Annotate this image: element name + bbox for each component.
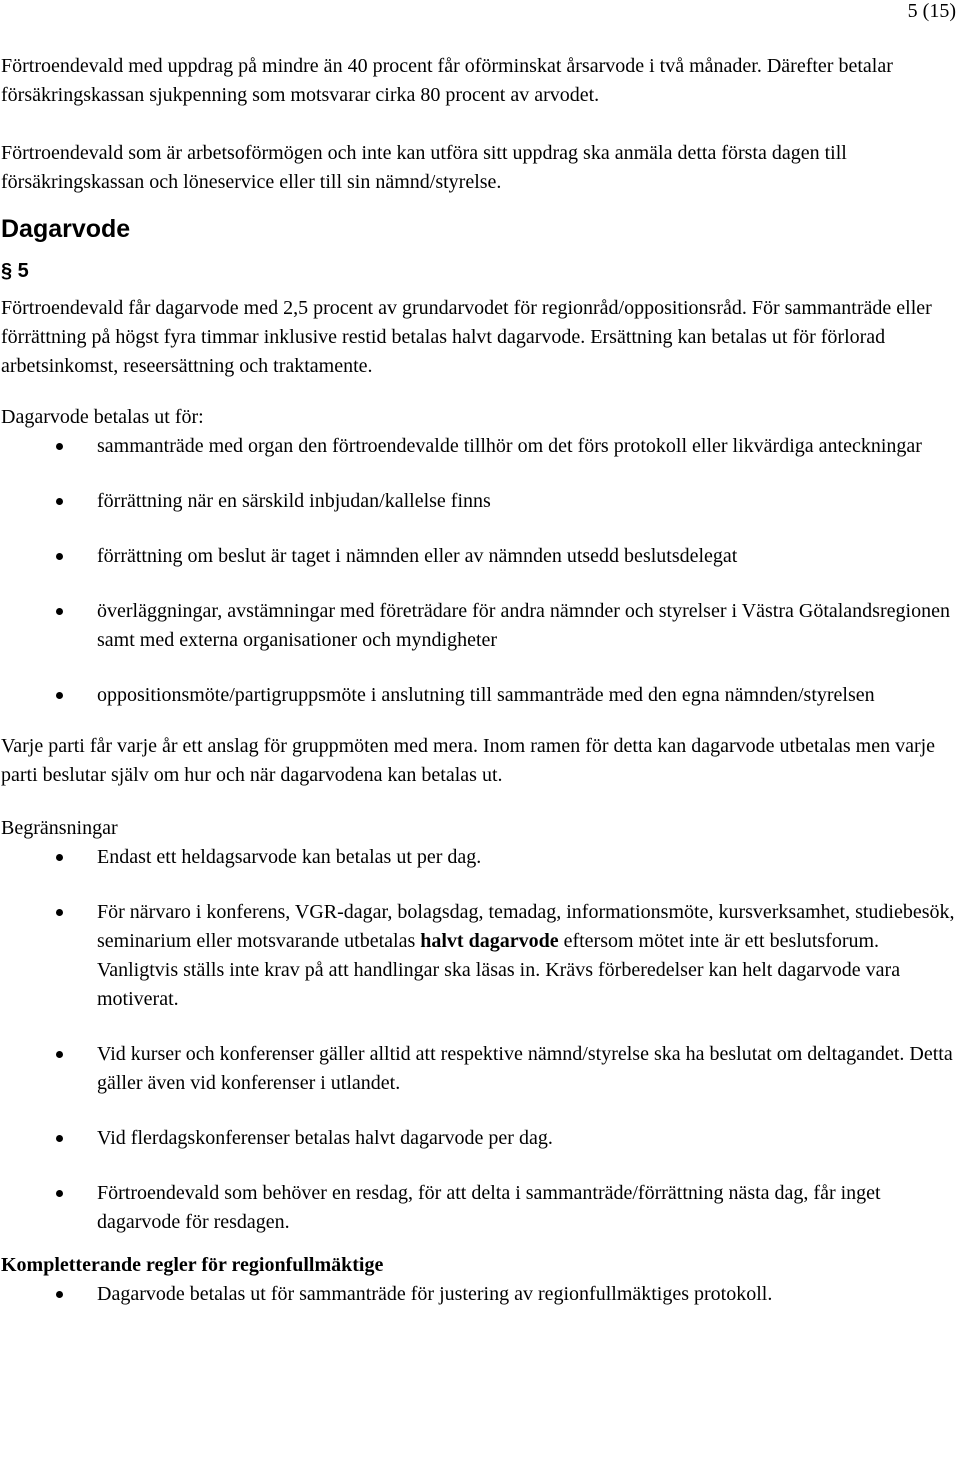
- list-item: oppositionsmöte/partigruppsmöte i anslutning till sammanträde med den egna nämnden/styrelsen: [1, 681, 959, 710]
- intro-paragraph-1: Förtroendevald med uppdrag på mindre än 40 procent får oförminskat årsarvode i två månader. Därefter betalar försäkringskassan sjukpenning som motsvarar cirka 80 procent av arvodet.: [1, 55, 893, 106]
- supplement-list: [1, 1280, 959, 1309]
- paid-for-after: Varje parti får varje år ett anslag för gruppmöten med mera. Inom ramen för detta kan dagarvode utbetalas men varje parti beslutar själv om hur och när dagarvodena kan betalas ut.: [1, 735, 936, 786]
- section-body: Förtroendevald får dagarvode med 2,5 procent av grundarvodet för regionråd/oppositionsråd. För sammanträde eller förrättning på högst fyra timmar inklusive restid betalas halvt dagarvode. Ersättning kan betalas ut för förlorad arbetsinkomst, reseersättning och traktamente.: [1, 297, 932, 377]
- supplement-heading: Kompletterande regler för regionfullmäktige: [1, 1254, 384, 1276]
- intro-paragraph-2: Förtroendevald som är arbetsoförmögen och inte kan utföra sitt uppdrag ska anmäla detta första dagen till försäkringskassan och löneservice eller till sin nämnd/styrelse.: [1, 142, 847, 193]
- limits-list: [1, 843, 959, 1237]
- list-item: Endast ett heldagsarvode kan betalas ut per dag.: [1, 843, 959, 872]
- page-number: 5 (15): [907, 0, 956, 22]
- limits-item-2-bold: halvt dagarvode: [420, 930, 559, 952]
- paid-for-list: [1, 432, 959, 710]
- list-item: Förtroendevald som behöver en resdag, för att delta i sammanträde/förrättning nästa dag, får inget dagarvode för resdagen.: [1, 1179, 959, 1237]
- list-item: överläggningar, avstämningar med företrädare för andra nämnder och styrelser i Västra Götalandsregionen samt med externa organisationer och myndigheter: [1, 597, 959, 655]
- section-number: § 5: [1, 260, 29, 282]
- limits-heading: Begränsningar: [1, 817, 118, 839]
- limits-item-2-pre: För närvaro i konferens, VGR-dagar, bolagsdag, temadag, informationsmöte, kursverksamhet, studiebesök, seminarium eller motsvarande utbetalas: [97, 901, 955, 952]
- section-heading: Dagarvode: [1, 215, 131, 243]
- paid-for-heading: Dagarvode betalas ut för:: [1, 406, 204, 428]
- list-item: sammanträde med organ den förtroendevalde tillhör om det förs protokoll eller likvärdiga anteckningar: [1, 432, 959, 461]
- limits-item-2-post: eftersom mötet inte är ett beslutsforum. Vanligtvis ställs inte krav på att handlingar ska läsas in. Krävs förberedelser kan helt dagarvode vara motiverat.: [97, 930, 901, 1010]
- list-item: Vid kurser och konferenser gäller alltid att respektive nämnd/styrelse ska ha beslutat om deltagandet. Detta gäller även vid konferenser i utlandet.: [1, 1040, 959, 1098]
- list-item: Vid flerdagskonferenser betalas halvt dagarvode per dag.: [1, 1124, 959, 1153]
- list-item: [1, 898, 959, 1014]
- list-item: förrättning om beslut är taget i nämnden eller av nämnden utsedd beslutsdelegat: [1, 542, 959, 571]
- list-item: Dagarvode betalas ut för sammanträde för justering av regionfullmäktiges protokoll.: [1, 1280, 959, 1309]
- list-item: förrättning när en särskild inbjudan/kallelse finns: [1, 487, 959, 516]
- page-content: [1, 52, 959, 1309]
